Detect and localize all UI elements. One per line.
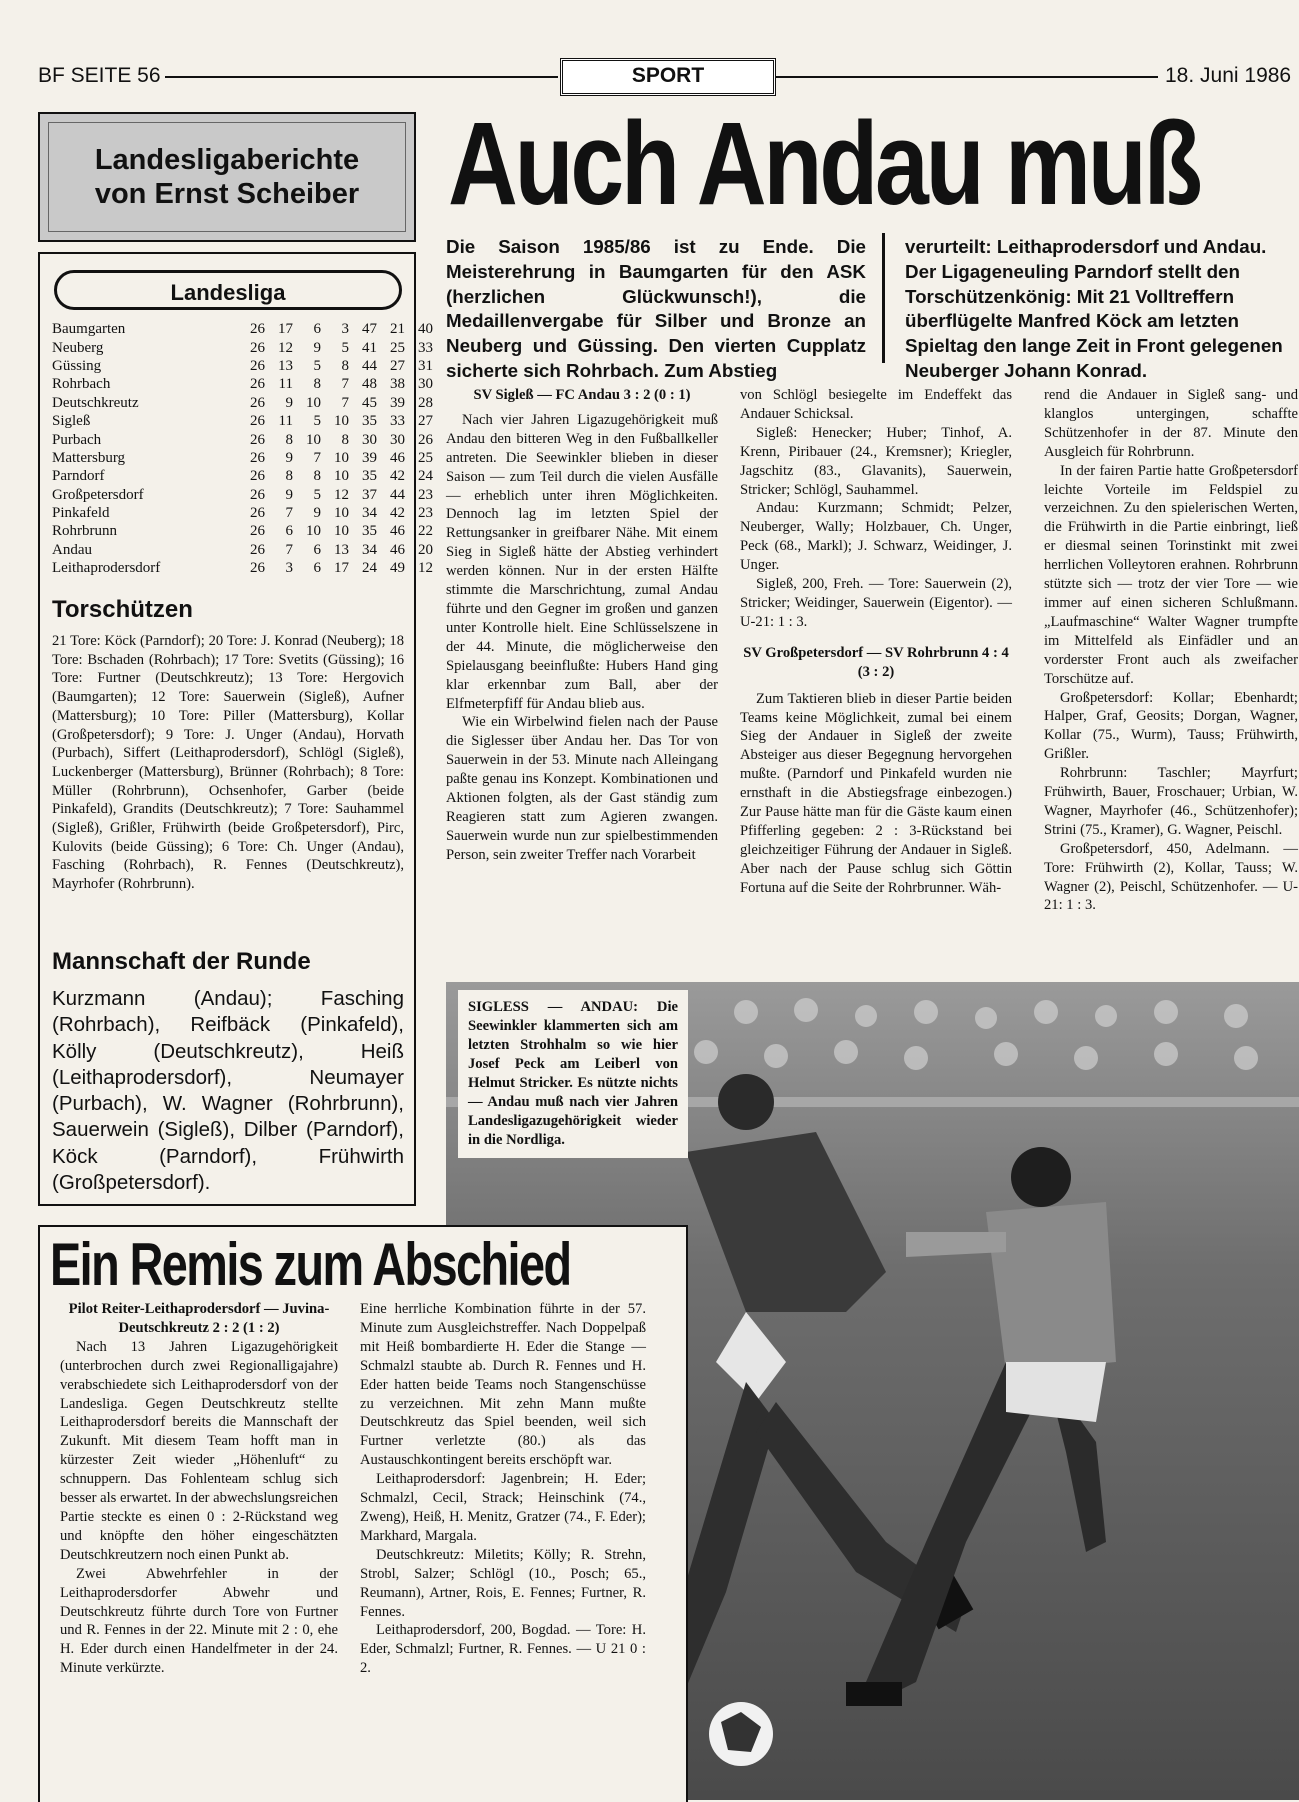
stat-cell: 26 (250, 394, 265, 411)
stat-cell: 8 (313, 468, 321, 485)
stat-cell: 5 (313, 357, 321, 374)
stat-cell: 34 (362, 541, 377, 558)
col3-para2: In der fairen Partie hatte Großpetersdorf leichte Vorteile im Feldspiel zu verzeichnen. Zu den spielerischen Werten, die Frühwirth in die Partie einbringt, ließ er diesmal seinen Torinstinkt mit zwei herrlichen Volleytoren erahnen. Rohrbrunn stützte sich — trotz der vier Tore — wie immer auf einen sicheren Schlußmann. „Laufmaschine“ Walter Wagner trumpfte im Mittelfeld als Einfädler und an vorderster Front auch als zweifacher Torschütze auf. (1044, 462, 1298, 687)
author-box-line2: von Ernst Scheiber (94, 178, 360, 210)
stat-cell: 26 (250, 541, 265, 558)
scorers-text: 21 Tore: Köck (Parndorf); 20 Tore: J. Konrad (Neuberg); 18 Tore: Bschaden (Rohrbach); 17 Tore: Svetits (Güssing); 16 Tore: Furtner (Deutschkreutz); 13 Tore: Hergovich (Baumgarten); 12 Tore: Sauerwein (Sigleß), Aufner (Mattersburg); 10 Tore: Piller (Mattersburg), Kollar (Großpetersdorf); 9 Tore: J. Unger (Andau), Horvath (Purbach), Siffert (Leithaprodersdorf), Schlögl (Sigleß), Luckenberger (Mattersburg), Brünner (Rohrbach); 8 Tore: Müller (Rohrbrunn), Ochsenhofer, Garber (beide Pinkafeld), Grandits (Deutschkreutz); 7 Tore: Sauhammel (Sigleß), Grißler, Frühwirth (beide Großpetersdorf), Pirc, Kulovits (beide Güssing); 6 Tore: Ch. Unger (Andau), Fasching (Rohrbach), R. Fennes (Deutschkreutz), Mayrhofer (Rohrbrunn). (52, 633, 404, 893)
col2-para1: von Schlögl besiegelte im Endeffekt das Andauer Schicksal. (740, 387, 1012, 422)
author-box-line1: Landesligaberichte (94, 144, 360, 176)
remis-column-1 (60, 1300, 338, 1678)
stat-cell: 12 (334, 486, 349, 503)
photo-caption: SIGLESS — ANDAU: Die Seewinkler klammerten sich am letzten Strohhalm so wie hier Josef Peck am Leiberl von Helmut Stricker. Es nützte nichts — Andau muß nach vier Jahren Landesligazugehörigkeit wieder in die Nordliga. (458, 990, 688, 1158)
stat-cell: 31 (418, 357, 433, 374)
team-name: Rohrbrunn (52, 523, 117, 540)
stat-cell: 26 (250, 560, 265, 577)
stat-cell: 24 (362, 560, 377, 577)
stat-cell: 10 (306, 523, 321, 540)
stat-cell: 5 (341, 339, 349, 356)
stat-cell: 10 (306, 431, 321, 448)
standings-row (52, 430, 433, 448)
remis-column-2 (360, 1300, 646, 1678)
stat-cell: 48 (362, 376, 377, 393)
standings-row (52, 394, 433, 412)
stat-cell: 10 (306, 394, 321, 411)
issue-date: 18. Juni 1986 (1165, 64, 1292, 87)
stat-cell: 22 (418, 523, 433, 540)
stat-cell: 25 (390, 339, 405, 356)
team-name: Rohrbach (52, 376, 111, 393)
standings-row (52, 522, 433, 540)
col2-lineup-andau: Andau: Kurzmann; Schmidt; Pelzer, Neuberger, Wally; Holzbauer, Ch. Unger, Peck (68., Markl); J. Schwarz, Weidinger, J. Unger. (740, 500, 1012, 574)
author-box (38, 112, 416, 242)
section-label: SPORT (560, 58, 776, 96)
stat-cell: 13 (278, 357, 293, 374)
standings-row (52, 375, 433, 393)
stat-cell: 35 (362, 413, 377, 430)
stat-cell: 42 (390, 468, 405, 485)
stat-cell: 12 (278, 339, 293, 356)
stat-cell: 9 (285, 394, 293, 411)
standings-row (52, 559, 433, 577)
stat-cell: 17 (334, 560, 349, 577)
stat-cell: 9 (285, 486, 293, 503)
stat-cell: 45 (362, 394, 377, 411)
col3-para1: rend die Andauer in Sigleß sang- und klanglos untergingen, schaffte Schützenhofer in der 87. Minute den Ausgleich für Rohrbrunn. (1044, 387, 1298, 460)
team-name: Großpetersdorf (52, 486, 144, 503)
stat-cell: 39 (390, 394, 405, 411)
col3-lineup-rohrbrunn: Rohrbrunn: Taschler; Mayrfurt; Frühwirth, Bauer, Froschauer; Urbian, W. Wagner, Mayrhofer (46., Schützenhofer); Strini (75., Kramer), G. Wagner, Peischl. (1044, 765, 1298, 838)
stat-cell: 27 (390, 357, 405, 374)
team-name: Neuberg (52, 339, 104, 356)
stat-cell: 3 (285, 560, 293, 577)
stat-cell: 10 (334, 523, 349, 540)
stat-cell: 46 (390, 523, 405, 540)
article-column-3 (1044, 386, 1298, 915)
stat-cell: 42 (390, 505, 405, 522)
stat-cell: 12 (418, 560, 433, 577)
stat-cell: 26 (250, 321, 265, 338)
stat-cell: 38 (390, 376, 405, 393)
stat-cell: 40 (418, 321, 433, 338)
lead-divider (882, 233, 885, 363)
stat-cell: 35 (362, 523, 377, 540)
stat-cell: 5 (313, 486, 321, 503)
standings-title: Landesliga (54, 270, 402, 310)
stat-cell: 26 (250, 376, 265, 393)
stat-cell: 17 (278, 321, 293, 338)
stat-cell: 28 (418, 394, 433, 411)
stat-cell: 21 (390, 321, 405, 338)
stat-cell: 44 (362, 357, 377, 374)
standings-row (52, 449, 433, 467)
stat-cell: 11 (278, 376, 293, 393)
stat-cell: 30 (390, 431, 405, 448)
stat-cell: 26 (418, 431, 433, 448)
stat-cell: 8 (285, 468, 293, 485)
col1-para2: Wie ein Wirbelwind fielen nach der Pause die Siglesser über Andau her. Das Tor von Sauerwein in der 53. Minute nach Alleingang paßte genau ins Konzept. Kombinationen und Aktionen folgten, als der Gast ständig zum Reagieren statt zum Agieren zwangen. Sauerwein wurde nun zur spielbestimmenden Person, sein zweiter Treffer nach Vorarbeit (446, 714, 718, 863)
standings-row (52, 486, 433, 504)
team-of-round-title: Mannschaft der Runde (52, 948, 311, 975)
standings-table (52, 320, 433, 577)
stat-cell: 7 (313, 449, 321, 466)
standings-row (52, 504, 433, 522)
stat-cell: 6 (313, 560, 321, 577)
stat-cell: 3 (341, 321, 349, 338)
stat-cell: 10 (334, 413, 349, 430)
header-rule-left (165, 76, 558, 78)
team-name: Sigleß (52, 413, 91, 430)
standings-row (52, 338, 433, 356)
stat-cell: 23 (418, 486, 433, 503)
remis-headline: Ein Remis zum Abschied (50, 1231, 571, 1298)
page-number: BF SEITE 56 (38, 64, 161, 87)
stat-cell: 7 (341, 394, 349, 411)
standings-row (52, 541, 433, 559)
stat-cell: 10 (334, 449, 349, 466)
stat-cell: 26 (250, 468, 265, 485)
stat-cell: 27 (418, 413, 433, 430)
stat-cell: 10 (334, 468, 349, 485)
lead-left: Die Saison 1985/86 ist zu Ende. Die Meisterehrung in Baumgarten für den ASK (herzlichen Glückwunsch!), die Medaillenvergabe für Silber und Bronze an Neuberg und Güssing. Den vierten Cupplatz sicherte sich Rohrbach. Zum Abstieg (446, 236, 866, 381)
remis-para2: Zwei Abwehrfehler in der Leithaprodersdorfer Abwehr und Deutschkreutz führte durch Tore von Furtner und R. Fennes in der 22. Minute mit 2 : 0, ehe H. Eder durch einen Handelfmeter in der 24. Minute verkürzte. (60, 1565, 338, 1677)
stat-cell: 20 (418, 541, 433, 558)
team-name: Purbach (52, 431, 102, 448)
team-name: Parndorf (52, 468, 105, 485)
match-title-grosspetersdorf: SV Großpetersdorf — SV Rohrbrunn 4 : 4 (3 : 2) (743, 644, 1009, 680)
scorers-title: Torschützen (52, 596, 193, 623)
stat-cell: 6 (313, 541, 321, 558)
stat-cell: 9 (285, 449, 293, 466)
team-of-round-text: Kurzmann (Andau); Fasching (Rohrbach), Reifbäck (Pinkafeld), Kölly (Deutschkreutz), Heiß (Leithaprodersdorf), Neumayer (Purbach), W. Wagner (Rohrbrunn), Sauerwein (Sigleß), Dilber (Parndorf), Köck (Parndorf), Frühwirth (Großpetersdorf). (52, 987, 404, 1195)
team-name: Pinkafeld (52, 505, 110, 522)
col3-lineup-grosspetersdorf: Großpetersdorf: Kollar; Ebenhardt; Halper, Graf, Geosits; Dorgan, Wagner, Kollar (75., Wurm), Tauss; Frühwirth, Grißler. (1044, 689, 1298, 763)
stat-cell: 8 (285, 431, 293, 448)
stat-cell: 26 (250, 339, 265, 356)
stat-cell: 13 (334, 541, 349, 558)
main-headline: Auch Andau muß (448, 98, 1200, 230)
team-name: Güssing (52, 357, 102, 374)
col2-result-sigless: Sigleß, 200, Freh. — Tore: Sauerwein (2), Stricker; Weidinger, Sauerwein (Eigentor). — U-21: 1 : 3. (740, 576, 1012, 630)
stat-cell: 30 (362, 431, 377, 448)
stat-cell: 26 (250, 523, 265, 540)
col3-result: Großpetersdorf, 450, Adelmann. — Tore: Frühwirth (2), Kollar, Tauss; W. Wagner (2), Peischl, Schützenhofer. — U-21: 1 : 3. (1044, 840, 1298, 914)
team-name: Mattersburg (52, 449, 126, 466)
stat-cell: 6 (285, 523, 293, 540)
stat-cell: 47 (362, 321, 377, 338)
remis-result: Leithaprodersdorf, 200, Bogdad. — Tore: H. Eder, Schmalzl; Furtner, R. Fennes. — U 21 0 : 2. (360, 1622, 646, 1677)
stat-cell: 46 (390, 449, 405, 466)
stat-cell: 25 (418, 449, 433, 466)
stat-cell: 9 (313, 505, 321, 522)
stat-cell: 7 (285, 505, 293, 522)
col1-para1: Nach vier Jahren Ligazugehörigkeit muß Andau den bitteren Weg in den Fußballkeller antreten. Die Seewinkler blieben in dieser Saison — zum Teil durch die vielen Ausfälle — erheblich unter ihren Möglichkeiten. Dennoch lag im letzten Spiel der Rettungsanker in greifbarer Nähe. Mit einem Sieg in Sigleß hätte der Abstieg verhindert werden können. Nur in der ersten Hälfte stimmte die Marschrichtung, zumal Andau führte und den Gegner im großen und ganzen unter Kontrolle hielt. Eine Schlüsselszene in der 44. Minute, die möglicherweise den Spielausgang beeinflußte: Hubers Hand ging klar erkennbar zum Ball, aber der Elfmeterpfiff für Andau blieb aus. (446, 411, 718, 712)
remis-lineup-leithaprodersdorf: Leithaprodersdorf: Jagenbrein; H. Eder; Schmalzl, Cecil, Strack; Heinschink (74., Zweng), Heiß, H. Menitz, Gratzer (74., F. Eder); Markhard, Margala. (360, 1471, 646, 1544)
stat-cell: 26 (250, 431, 265, 448)
stat-cell: 26 (250, 486, 265, 503)
stat-cell: 37 (362, 486, 377, 503)
team-name: Deutschkreutz (52, 394, 139, 411)
stat-cell: 24 (418, 468, 433, 485)
stat-cell: 35 (362, 468, 377, 485)
standings-row (52, 412, 433, 430)
stat-cell: 10 (334, 505, 349, 522)
header-rule-right (776, 76, 1158, 78)
lead-right: verurteilt: Leithaprodersdorf und Andau. Der Ligageneuling Parndorf stellt den Torschützenkönig: Mit 21 Volltreffern überflügelte Manfred Köck am letzten Spieltag den lange Zeit in Front gelegenen Neuberger Johann Konrad. (905, 236, 1283, 381)
article-column-2 (740, 386, 1012, 898)
remis-match-title: Pilot Reiter-Leithaprodersdorf — Juvina-Deutschkreutz 2 : 2 (1 : 2) (68, 1301, 330, 1336)
stat-cell: 44 (390, 486, 405, 503)
stat-cell: 7 (285, 541, 293, 558)
col2-lineup-sigless: Sigleß: Henecker; Huber; Tinhof, A. Krenn, Piribauer (24., Kremsner); Kriegler, Jagschitz (83., Glavanits), Sauerwein, Stricker; Schlögl, Sauhammel. (740, 424, 1012, 498)
remis-lineup-deutschkreutz: Deutschkreutz: Miletits; Kölly; R. Strehn, Strobl, Salzer; Schlögl (10., Posch; 65., Reumann), Artner, Rois, E. Fennes; Furtner, R. Fennes. (360, 1546, 646, 1620)
col2-para5: Zum Taktieren blieb in dieser Partie beiden Teams keine Möglichkeit, zumal bei einem Sieg der Andauer in Sigleß der zweite Absteiger aus dieser Begegnung hervorgehen mußte. (Parndorf und Pinkafeld wurden nie ernsthaft in die Abstiegsfrage einbezogen.) Zur Pause hätte man für die Gäste kaum einen Pfifferling gegeben: 2 : 3-Rückstand bei gleichzeitiger Führung der Andauer in Sigleß. Aber nach der Pause schlug sich Göttin Fortuna auf die Seite der Rohrbrunner. Wäh- (740, 690, 1012, 896)
standings-row (52, 467, 433, 485)
team-name: Andau (52, 541, 92, 558)
stat-cell: 8 (313, 376, 321, 393)
remis-para3: Eine herrliche Kombination führte in der 57. Minute zum Ausgleichstreffer. Nach Doppelpaß mit Heiß bombardierte H. Eder die Stange — Schmalzl staubte ab. Durch R. Fennes und H. Eder hatten beide Teams noch Stangenschüsse zu verzeichnen. Mit zehn Mann mußte Deutschkreutz das Spiel beenden, weil sich Furtner verletzte (80.) als das Austauschkontingent bereits erschöpft war. (360, 1301, 646, 1469)
stat-cell: 9 (313, 339, 321, 356)
stat-cell: 33 (390, 413, 405, 430)
stat-cell: 46 (390, 541, 405, 558)
stat-cell: 33 (418, 339, 433, 356)
stat-cell: 23 (418, 505, 433, 522)
stat-cell: 8 (341, 431, 349, 448)
standings-row (52, 357, 433, 375)
standings-row (52, 320, 433, 338)
stat-cell: 26 (250, 505, 265, 522)
stat-cell: 39 (362, 449, 377, 466)
article-column-1 (446, 386, 718, 865)
stat-cell: 11 (278, 413, 293, 430)
stat-cell: 5 (313, 413, 321, 430)
team-name: Leithaprodersdorf (52, 560, 161, 577)
stat-cell: 49 (390, 560, 405, 577)
stat-cell: 6 (313, 321, 321, 338)
stat-cell: 41 (362, 339, 377, 356)
team-name: Baumgarten (52, 321, 126, 338)
remis-para1: Nach 13 Jahren Ligazugehörigkeit (unterbrochen durch zwei Regionalligajahre) verabschiedete sich Leithaprodersdorf von der Landesliga. Gegen Deutschkreutz stellte Leithaprodersdorf bereits die Mannschaft der Zukunft. Mit diesem Team hofft man in kürzester Zeit wieder „Höhenluft“ zu schnuppern. Das Fohlenteam schlug sich besser als erwartet. In der abwechslungsreichen Partie steckte es einen 0 : 2-Rückstand weg und knöpfte den höher eingeschätzten Deutschkreutzern noch einen Punkt ab. (60, 1338, 338, 1563)
stat-cell: 8 (341, 357, 349, 374)
stat-cell: 26 (250, 413, 265, 430)
stat-cell: 30 (418, 376, 433, 393)
match-title-sigless: SV Sigleß — FC Andau 3 : 2 (0 : 1) (473, 387, 691, 403)
stat-cell: 26 (250, 357, 265, 374)
stat-cell: 26 (250, 449, 265, 466)
stat-cell: 7 (341, 376, 349, 393)
stat-cell: 34 (362, 505, 377, 522)
